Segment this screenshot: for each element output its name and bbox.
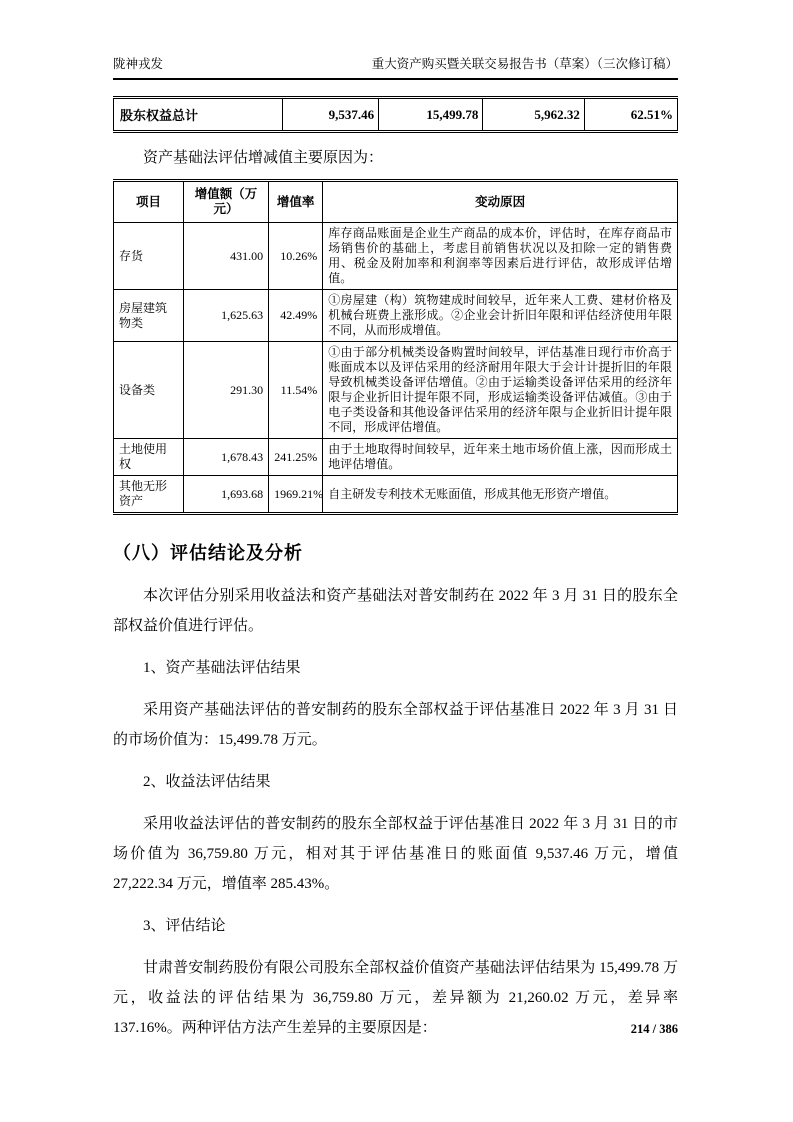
equity-summary-table xyxy=(113,96,678,133)
table-row-other-intangibles xyxy=(114,476,678,514)
table-row-equipment xyxy=(114,342,678,439)
paragraph-conclusion: 甘肃普安制药股份有限公司股东全部权益价值资产基础法评估结果为 15,499.78 万元，收益法的评估结果为 36,759.80 万元，差异额为 21,260.02 万元，差异率 137.16%。两种评估方法产生差异的主要原因是： xyxy=(113,960,678,1036)
column-header-amount: 增值额（万元） xyxy=(183,181,268,223)
amount-cell: 1,678.43 xyxy=(183,439,268,476)
valuation-reason-table xyxy=(113,179,678,515)
rate-cell: 11.54% xyxy=(269,342,323,439)
column-header-item: 项目 xyxy=(114,181,184,223)
column-header-rate: 增值率 xyxy=(269,181,323,223)
total-equity-row xyxy=(114,98,678,132)
paragraph-asset-based-result: 采用资产基础法评估的普安制药的股东全部权益于评估基准日 2022 年 3 月 31 日的市场价值为：15,499.78 万元。 xyxy=(113,702,678,748)
total-equity-change-rate: 62.51% xyxy=(584,98,677,132)
table-header-row xyxy=(114,181,678,223)
total-equity-label: 股东权益总计 xyxy=(114,98,283,132)
header-document-title: 重大资产购买暨关联交易报告书（草案）（三次修订稿） xyxy=(371,57,678,71)
amount-cell: 291.30 xyxy=(183,342,268,439)
total-equity-book-value: 9,537.46 xyxy=(283,98,379,132)
amount-cell: 431.00 xyxy=(183,223,268,290)
rate-cell: 42.49% xyxy=(269,290,323,342)
rate-cell: 1969.21% xyxy=(269,476,323,514)
rate-cell: 10.26% xyxy=(269,223,323,290)
sub-heading-asset-based-result: 1、资产基础法评估结果 xyxy=(143,660,301,676)
item-cell: 存货 xyxy=(114,223,184,290)
item-cell: 房屋建筑物类 xyxy=(114,290,184,342)
amount-cell: 1,693.68 xyxy=(183,476,268,514)
total-equity-change-amount: 5,962.32 xyxy=(483,98,585,132)
reason-cell: ①由于部分机械类设备购置时间较早，评估基准日现行市价高于账面成本以及评估采用的经济耐用年限大于会计计提折旧的年限导致机械类设备评估增值。②由于运输类设备评估采用的经济年限与企业折旧计提年限不同，形成运输类设备评估减值。③由于电子类设备和其他设备评估采用的经济年限与企业折旧计提年限不同，形成评估增值。 xyxy=(323,342,678,439)
reason-cell: 自主研发专利技术无账面值，形成其他无形资产增值。 xyxy=(323,476,678,514)
page-number: 214 / 386 xyxy=(630,1022,678,1036)
paragraph-overview: 本次评估分别采用收益法和资产基础法对普安制药在 2022 年 3 月 31 日的股东全部权益价值进行评估。 xyxy=(113,588,678,634)
amount-cell: 1,625.63 xyxy=(183,290,268,342)
reason-cell: 库存商品账面是企业生产商品的成本价，评估时，在库存商品市场销售价的基础上，考虑目前销售状况以及扣除一定的销售费用、税金及附加率和利润率等因素后进行评估，故形成评估增值。 xyxy=(323,223,678,290)
header-company-name: 陇神戎发 xyxy=(113,57,164,71)
reason-cell: 由于土地取得时间较早，近年来土地市场价值上涨，因而形成土地评估增值。 xyxy=(323,439,678,476)
sub-heading-conclusion: 3、评估结论 xyxy=(143,918,226,934)
item-cell: 土地使用权 xyxy=(114,439,184,476)
section-heading: （八）评估结论及分析 xyxy=(113,543,303,563)
rate-cell: 241.25% xyxy=(269,439,323,476)
column-header-reason: 变动原因 xyxy=(323,181,678,223)
table-row-inventory xyxy=(114,223,678,290)
document-header xyxy=(113,56,678,80)
paragraph-income-result: 采用收益法评估的普安制药的股东全部权益于评估基准日 2022 年 3 月 31 日的市场价值为 36,759.80 万元，相对其于评估基准日的账面值 9,537.46 万元，增值 27,222.34 万元，增值率 285.43%。 xyxy=(113,816,678,892)
table-row-buildings xyxy=(114,290,678,342)
total-equity-assessed-value: 15,499.78 xyxy=(379,98,483,132)
table-row-land-use-rights xyxy=(114,439,678,476)
item-cell: 设备类 xyxy=(114,342,184,439)
reason-cell: ①房屋建（构）筑物建成时间较早，近年来人工费、建材价格及机械台班费上涨形成。②企业会计折旧年限和评估经济使用年限不同，从而形成增值。 xyxy=(323,290,678,342)
item-cell: 其他无形资产 xyxy=(114,476,184,514)
intro-paragraph: 资产基础法评估增减值主要原因为： xyxy=(143,150,384,166)
sub-heading-income-result: 2、收益法评估结果 xyxy=(143,774,271,790)
